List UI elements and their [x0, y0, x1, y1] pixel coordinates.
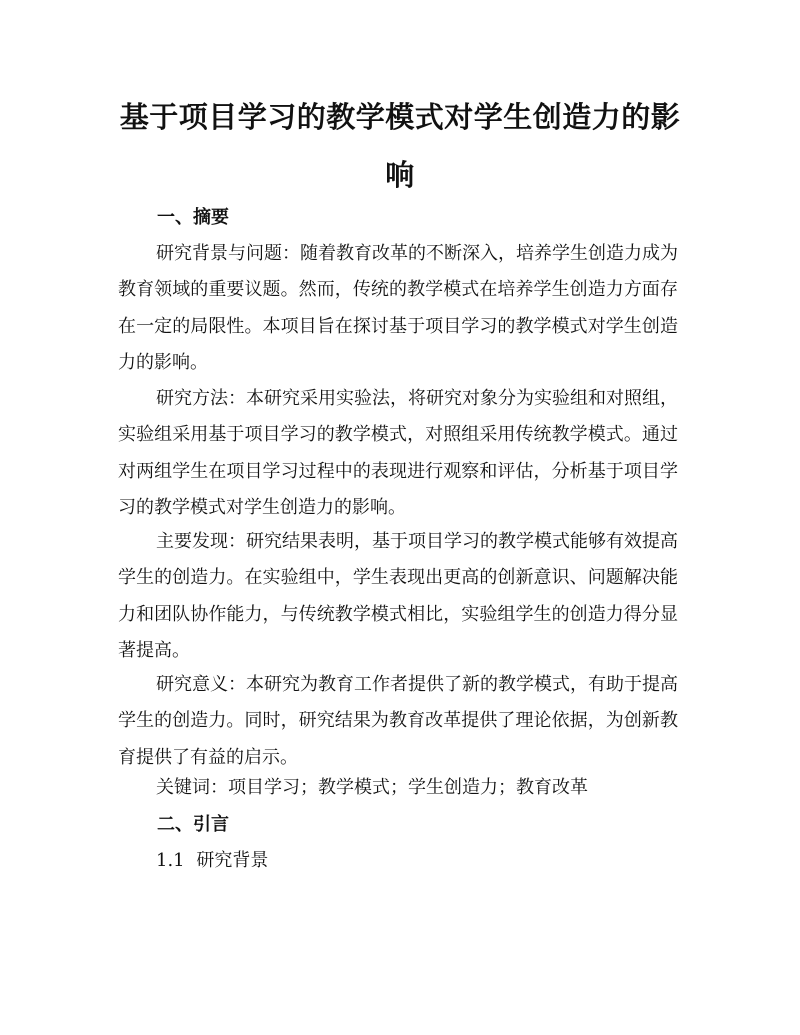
- abstract-findings-paragraph: 主要发现：研究结果表明，基于项目学习的教学模式能够有效提高学生的创造力。在实验组中，学生表现出更高的创新意识、问题解决能力和团队协作能力，与传统教学模式相比，实验组学生的创造力得分显著提高。: [118, 531, 678, 661]
- introduction-heading: 二、引言: [157, 814, 229, 835]
- document-title: 基于项目学习的教学模式对学生创造力的影响: [119, 100, 681, 192]
- keywords-line: 关键词：项目学习；教学模式；学生创造力；教育改革: [156, 777, 588, 798]
- subsection-number: 1.1: [156, 850, 185, 871]
- subsection-title: 研究背景: [196, 850, 269, 871]
- abstract-heading: 一、摘要: [157, 207, 229, 228]
- abstract-significance-paragraph: 研究意义：本研究为教育工作者提供了新的教学模式，有助于提高学生的创造力。同时，研究结果为教育改革提供了理论依据，为创新教育提供了有益的启示。: [118, 674, 678, 768]
- abstract-background-paragraph: 研究背景与问题：随着教育改革的不断深入，培养学生创造力成为教育领域的重要议题。然而，传统的教学模式在培养学生创造力方面存在一定的局限性。本项目旨在探讨基于项目学习的教学模式对学生创造力的影响。: [118, 243, 678, 373]
- subsection-heading: [156, 848, 268, 874]
- abstract-methods-paragraph: 研究方法：本研究采用实验法，将研究对象分为实验组和对照组，实验组采用基于项目学习的教学模式，对照组采用传统教学模式。通过对两组学生在项目学习过程中的表现进行观察和评估，分析基于项目学习的教学模式对学生创造力的影响。: [118, 388, 678, 518]
